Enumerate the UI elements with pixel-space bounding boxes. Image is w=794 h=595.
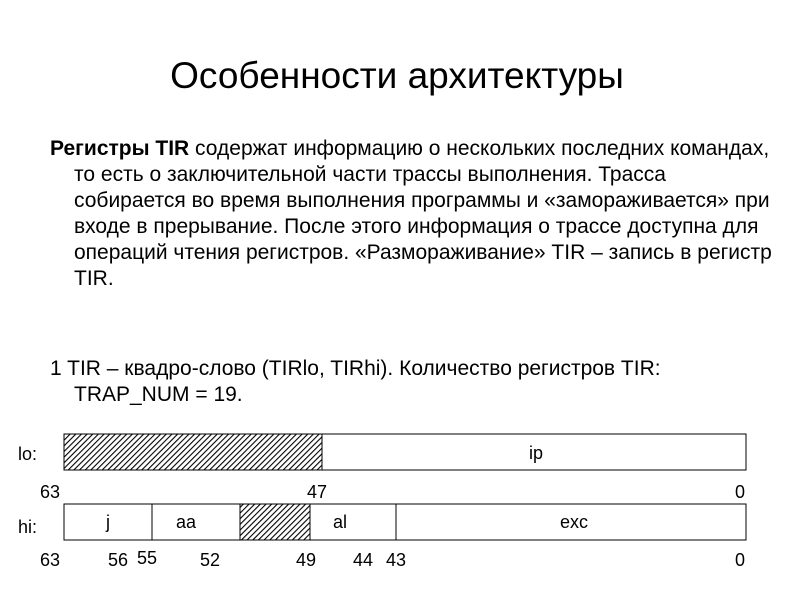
hi-field-al: al [333,512,348,532]
tir-description-text: содержат информацию о нескольких последних командах, то есть о заключительной части трассы выполнения. Трасса собирается во время выполнения программы и «замораживается» при входе в прерывание. После этого информация о трассе доступна для операций чтения регистров. «Размораживание» TIR – запись в регистр TIR. [74,137,772,290]
hi-reserved-hatched-field [240,504,310,540]
hi-bit-0: 0 [735,550,746,570]
hi-field-exc: exc [560,512,589,532]
paragraph-tir-format: 1 TIR – квадро-слово (TIRlo, TIRhi). Количество регистров TIR: TRAP_NUM = 19. [50,357,661,406]
hi-bit-43: 43 [386,550,407,570]
hi-register-label: hi: [18,517,38,537]
lo-reserved-hatched-field [64,434,322,470]
hi-bit-49: 49 [296,550,317,570]
lo-field-ip: ip [529,443,544,463]
hi-field-j: j [106,512,110,532]
lo-bit-47: 47 [307,482,328,502]
hi-field-aa: aa [176,512,197,532]
lo-register-label: lo: [18,444,38,464]
slide-title: Особенности архитектуры [170,55,624,96]
tir-term: Регистры TIR [50,137,190,160]
hi-bit-56: 56 [108,550,129,570]
lo-bit-0: 0 [735,482,746,502]
lo-bit-63: 63 [40,482,61,502]
hi-register-box [64,504,746,540]
hi-bit-55: 55 [137,548,158,568]
hi-bit-63: 63 [40,550,61,570]
hi-bit-44: 44 [353,550,374,570]
hi-bit-52: 52 [200,550,221,570]
